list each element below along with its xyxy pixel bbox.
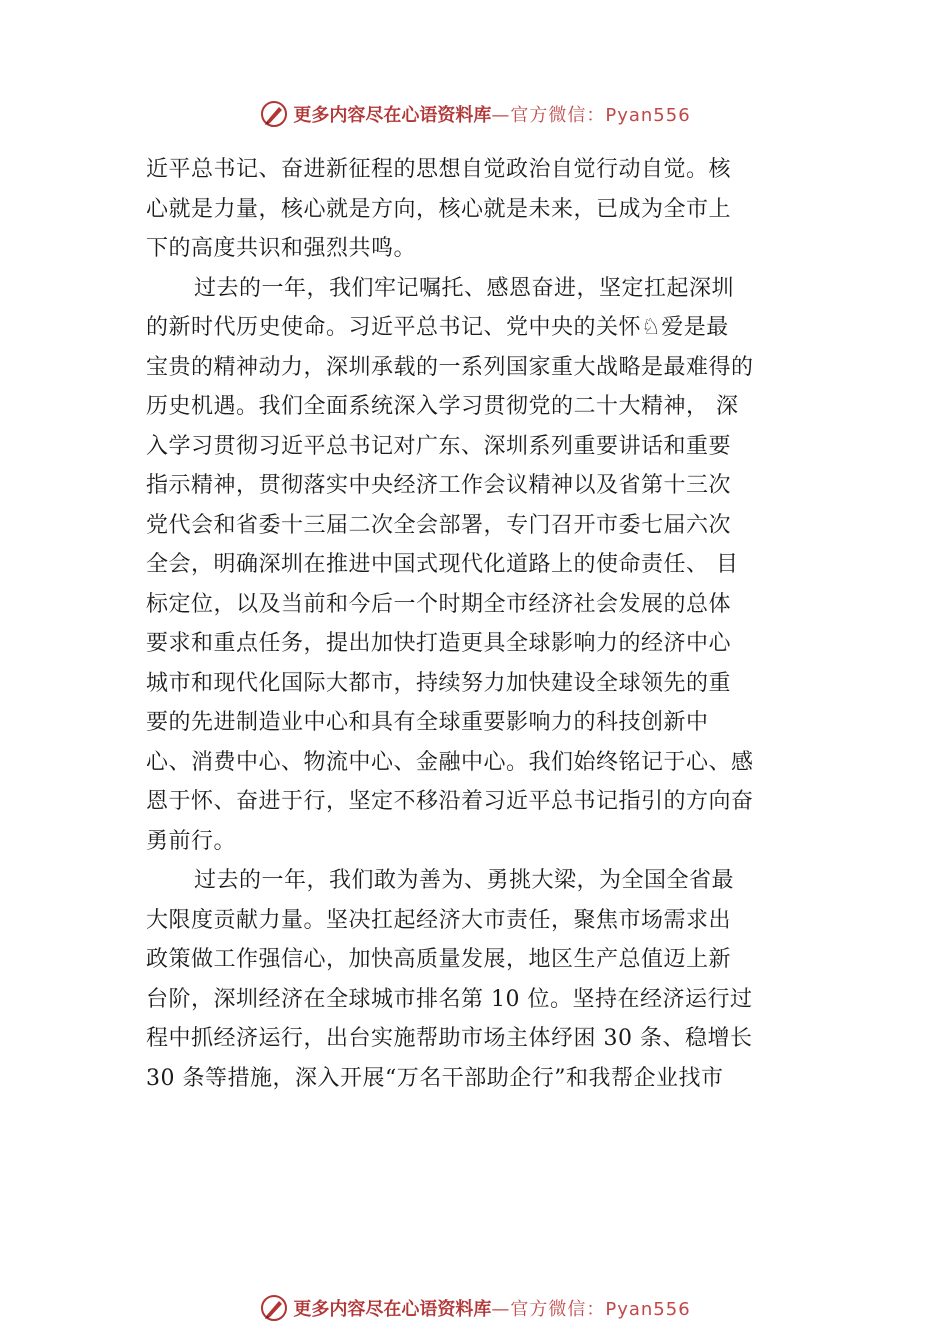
text-line: 指示精神，贯彻落实中央经济工作会议精神以及省第十三次	[146, 473, 732, 498]
text-line: 宝贵的精神动力，深圳承载的一系列国家重大战略是最难得的	[146, 354, 754, 380]
text-line: 的新时代历史使命。习近平总书记、党中央的关怀♘爱是最	[146, 315, 729, 340]
text-line: 要的先进制造业中心和具有全球重要影响力的科技创新中	[146, 710, 709, 735]
text-line: 城市和现代化国际大都市，持续努力加快建设全球领先的重	[146, 670, 732, 696]
text-line: 要求和重点任务，提出加快打造更具全球影响力的经济中心	[146, 631, 732, 656]
quill-circle-icon	[259, 1293, 289, 1323]
text-line: 全会，明确深圳在推进中国式现代化道路上的使命责任、 目	[146, 552, 739, 577]
text-line: 下的高度共识和强烈共鸣。	[146, 236, 417, 261]
text-line: 心就是力量，核心就是方向，核心就是未来，已成为全市上	[146, 196, 732, 222]
paragraph-start-line: 过去的一年，我们敢为善为、勇挑大梁，为全国全省最	[194, 868, 735, 893]
text-line: 标定位，以及当前和今后一个时期全市经济社会发展的总体	[146, 591, 732, 617]
text-line: 恩于怀、奋进于行，坚定不移沿着习近平总书记指引的方向奋	[146, 789, 754, 814]
text-line: 入学习贯彻习近平总书记对广东、深圳系列重要讲话和重要	[146, 433, 732, 459]
text-line: 程中抓经济运行，出台实施帮助市场主体纾困 30 条、稳增长	[146, 1026, 753, 1051]
footer-wechat: —官方微信：Pyan556	[491, 1299, 691, 1320]
text-line: 大限度贡献力量。坚决扛起经济大市责任，聚焦市场需求出	[146, 907, 732, 933]
text-line: 政策做工作强信心，加快高质量发展，地区生产总值迈上新	[146, 947, 732, 972]
paragraph-start-line: 过去的一年，我们牢记嘱托、感恩奋进，坚定扛起深圳	[194, 275, 735, 301]
text-line: 近平总书记、奋进新征程的思想自觉政治自觉行动自觉。核	[146, 157, 732, 182]
text-line: 历史机遇。我们全面系统深入学习贯彻党的二十大精神， 深	[146, 394, 739, 419]
footer-site-name: 更多内容尽在心语资料库	[293, 1299, 492, 1320]
text-line: 30 条等措施，深入开展“万名干部助企行”和我帮企业找市	[146, 1065, 724, 1091]
document-body	[146, 150, 826, 1098]
header-site-name: 更多内容尽在心语资料库	[293, 105, 492, 126]
text-line: 勇前行。	[146, 828, 237, 854]
header-watermark	[0, 94, 950, 134]
text-line: 心、消费中心、物流中心、金融中心。我们始终铭记于心、感	[146, 749, 754, 775]
quill-circle-icon	[259, 99, 289, 129]
header-wechat: —官方微信：Pyan556	[491, 105, 691, 126]
footer-watermark	[0, 1288, 950, 1328]
text-line: 台阶，深圳经济在全球城市排名第 10 位。坚持在经济运行过	[146, 986, 753, 1012]
text-line: 党代会和省委十三届二次全会部署，专门召开市委七届六次	[146, 512, 732, 538]
